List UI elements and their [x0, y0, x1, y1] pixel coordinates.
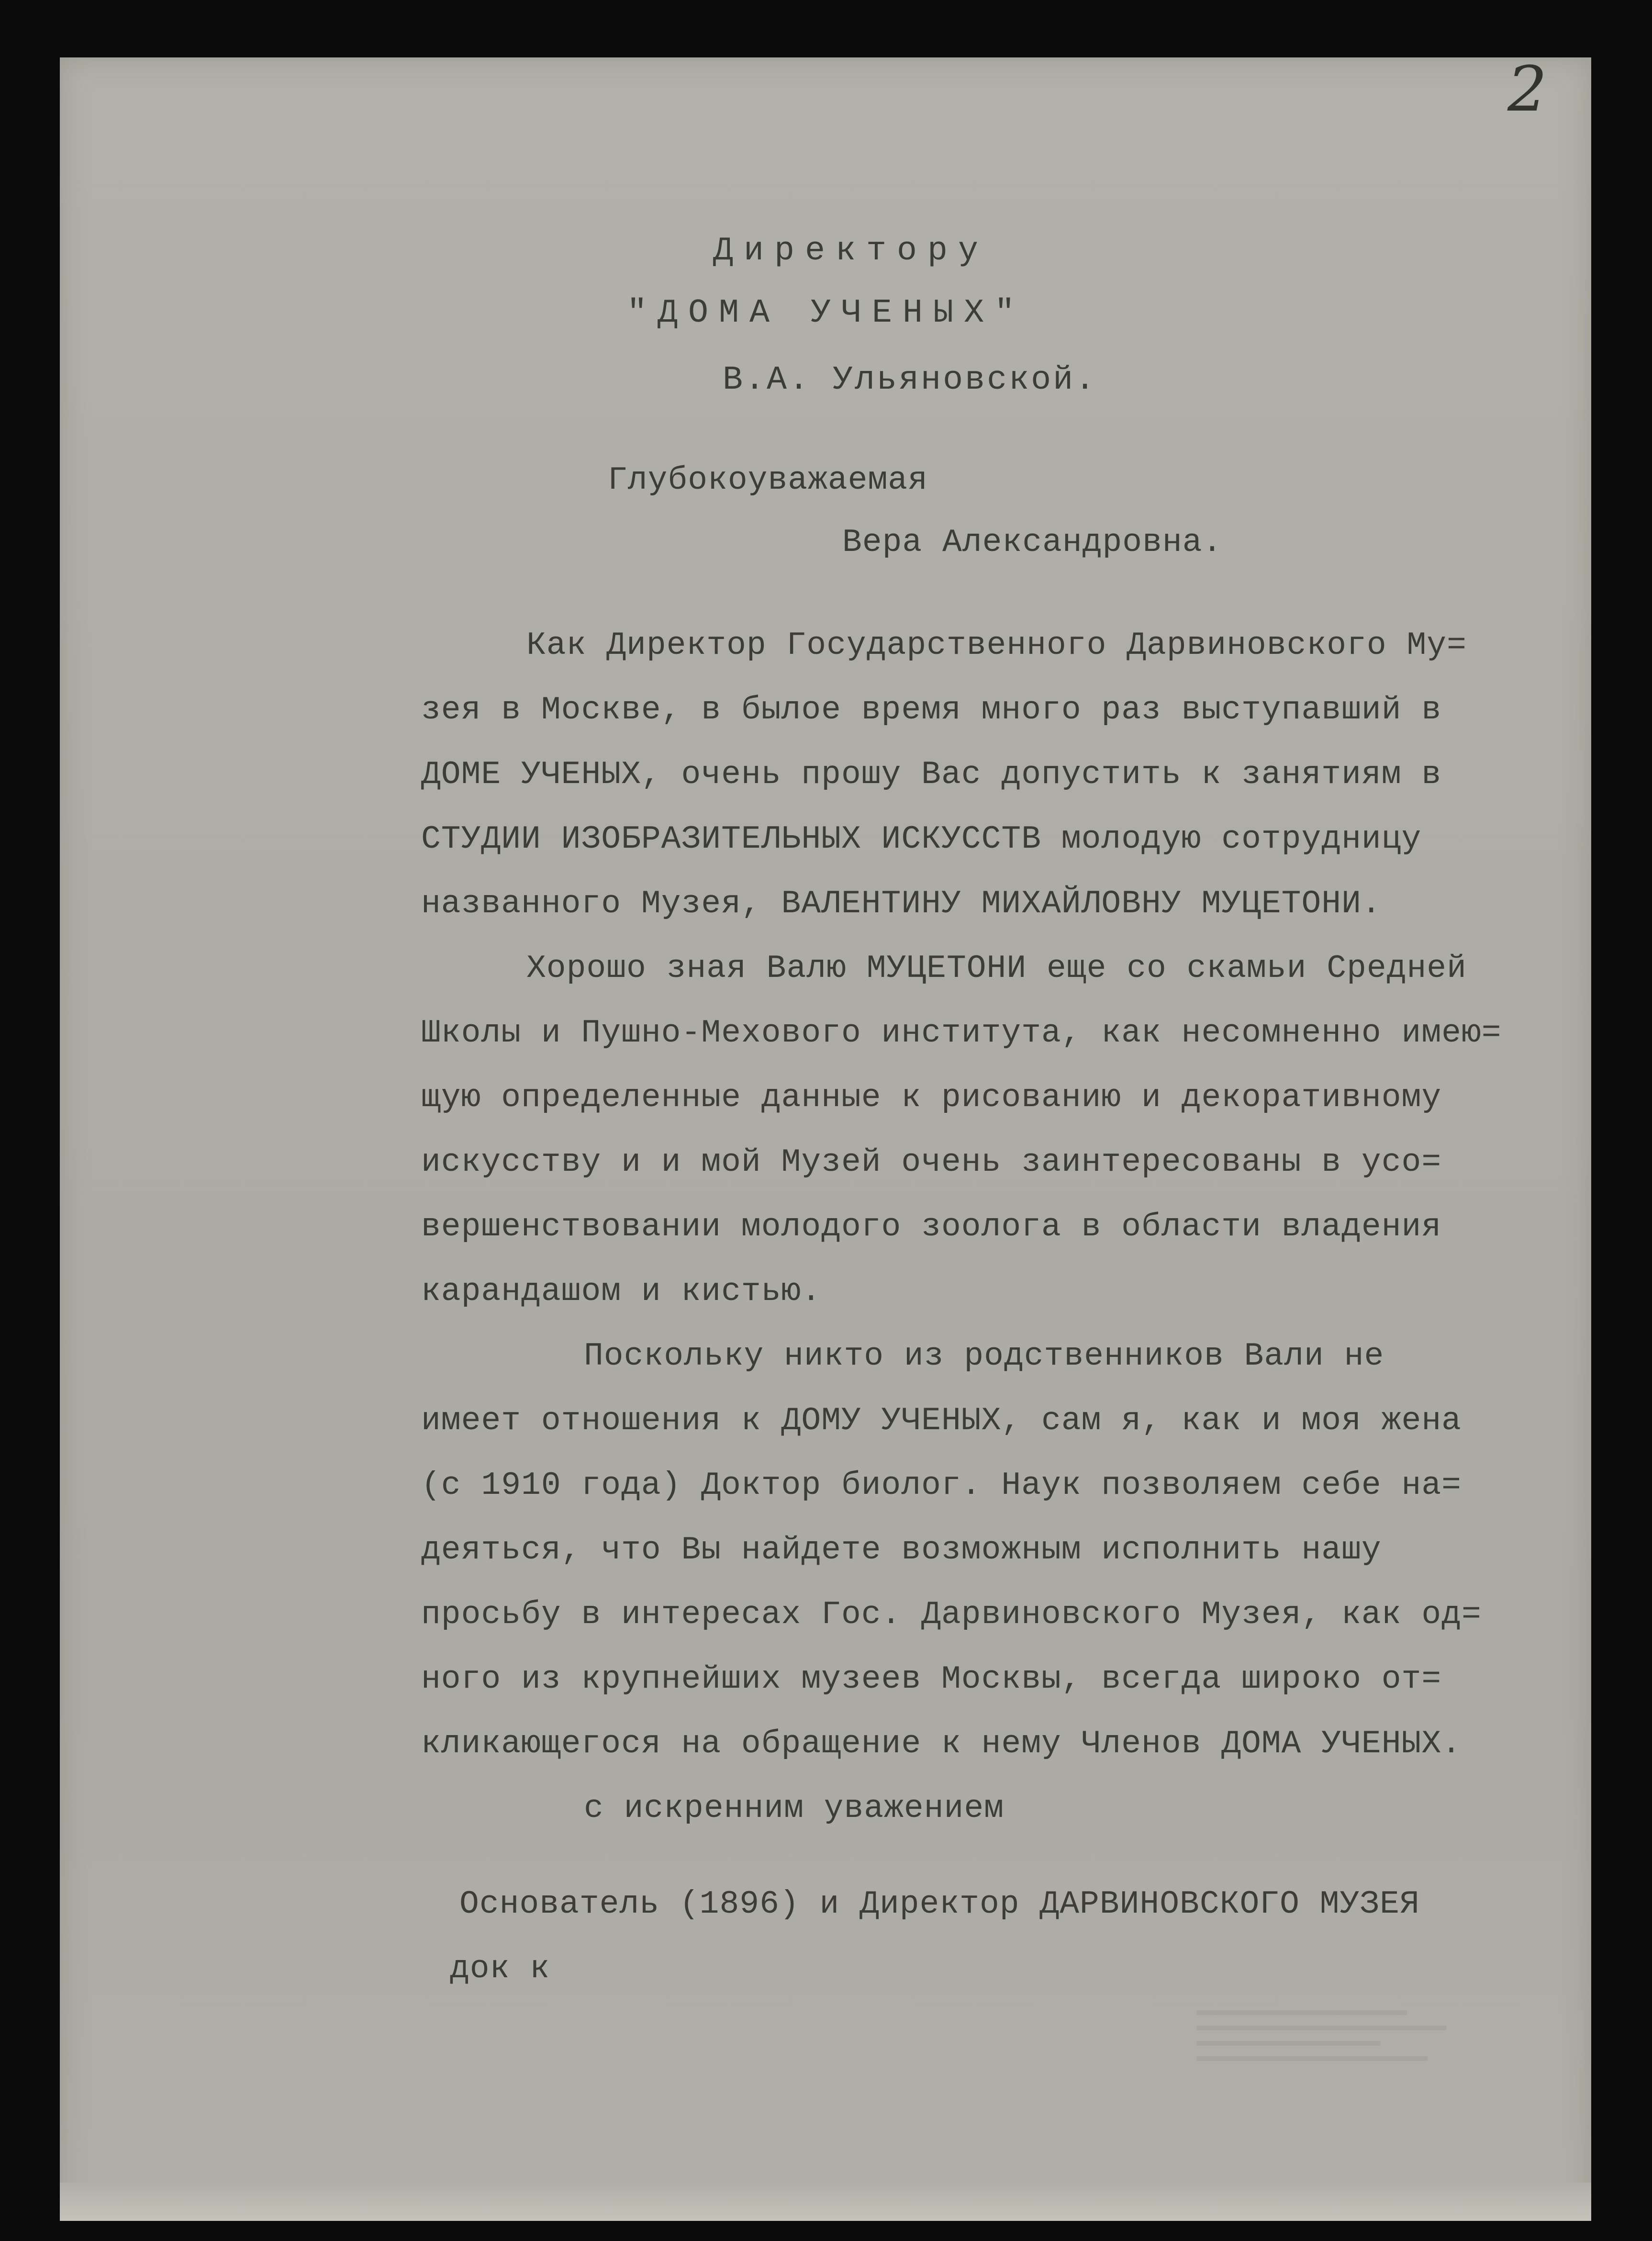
addressee-title: Директору	[713, 232, 989, 270]
addressee-institution: "ДОМА УЧЕНЫХ"	[627, 294, 1026, 332]
body-line: просьбу в интересах Гос. Дарвиновского Музея, как од=	[421, 1596, 1482, 1633]
body-line: Поскольку никто из родственников Вали не	[584, 1338, 1384, 1375]
faded-stamp	[1196, 2010, 1460, 2087]
body-line: Как Директор Государственного Дарвиновского Му=	[526, 627, 1467, 664]
body-line: вершенствовании молодого зоолога в области владения	[421, 1209, 1442, 1245]
signature-line-1: Основатель (1896) и Директор ДАРВИНОВСКОГО МУЗЕЯ	[459, 1886, 1420, 1923]
body-line: ного из крупнейших музеев Москвы, всегда широко от=	[421, 1661, 1442, 1698]
addressee-name: В.А. Ульяновской.	[723, 361, 1097, 399]
salutation-line-2: Вера Александровна.	[842, 524, 1223, 561]
body-line: Школы и Пушно-Мехового института, как несомненно имею=	[421, 1015, 1502, 1052]
body-line: деяться, что Вы найдете возможным исполнить нашу	[421, 1532, 1382, 1569]
body-line: имеет отношения к ДОМУ УЧЕНЫХ, сам я, как и моя жена	[421, 1402, 1462, 1439]
salutation-line-1: Глубокоуважаемая	[608, 462, 928, 499]
document-sheet-edge	[60, 2183, 1591, 2221]
body-line: искусству и и мой Музей очень заинтересованы в усо=	[421, 1144, 1442, 1181]
body-line: щую определенные данные к рисованию и декоративному	[421, 1079, 1442, 1116]
body-line: Хорошо зная Валю МУЦЕТОНИ еще со скамьи Средней	[526, 950, 1467, 987]
page-number: 2	[1507, 53, 1547, 125]
body-line: (с 1910 года) Доктор биолог. Наук позволяем себе на=	[421, 1467, 1462, 1504]
body-line: ДОМЕ УЧЕНЫХ, очень прошу Вас допустить к занятиям в	[421, 756, 1442, 793]
body-line: зея в Москве, в былое время много раз выступавший в	[421, 692, 1442, 728]
body-line: кликающегося на обращение к нему Членов ДОМА УЧЕНЫХ.	[421, 1726, 1462, 1762]
body-line: карандашом и кистью.	[421, 1273, 822, 1310]
body-line: СТУДИИ ИЗОБРАЗИТЕЛЬНЫХ ИСКУССТВ молодую сотрудницу	[421, 821, 1422, 858]
body-line: названного Музея, ВАЛЕНТИНУ МИХАЙЛОВНУ МУЦЕТОНИ.	[421, 885, 1382, 922]
closing-line: с искренним уважением	[584, 1790, 1004, 1827]
signature-line-2: док к	[450, 1950, 550, 1987]
